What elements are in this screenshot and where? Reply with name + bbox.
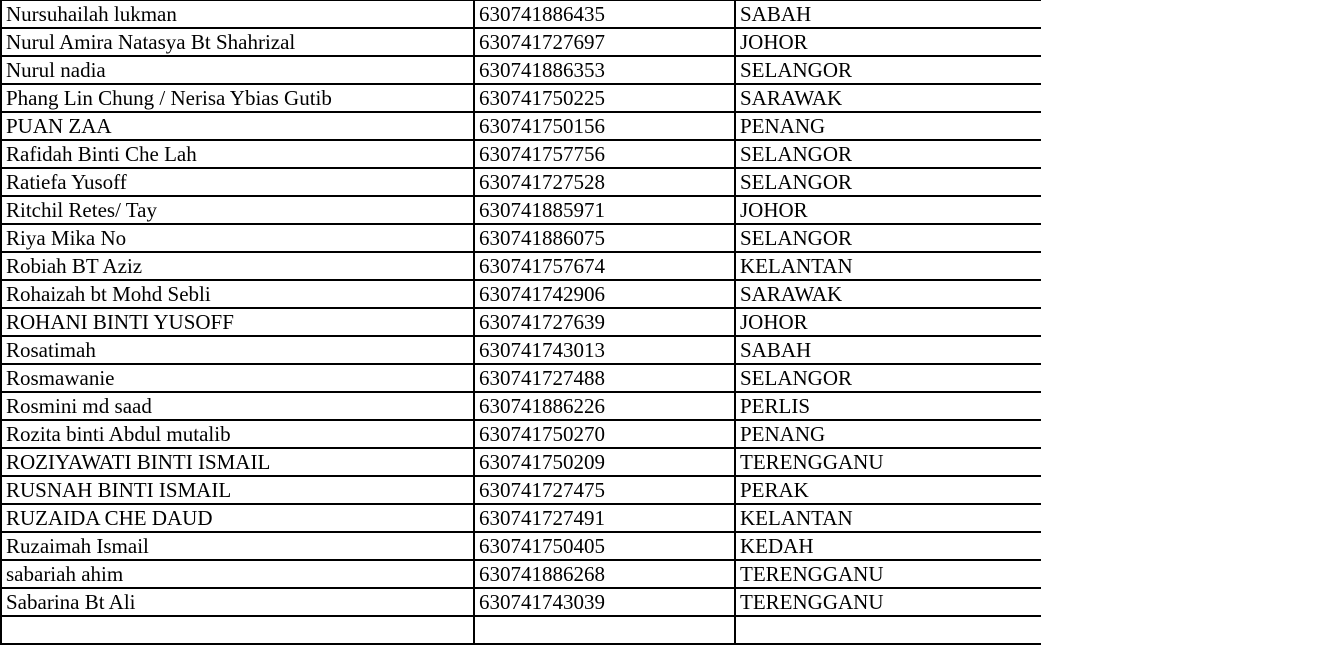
- number-cell[interactable]: 630741727491: [474, 504, 735, 532]
- name-cell[interactable]: Nurul nadia: [1, 56, 474, 84]
- table-row: [1, 252, 1041, 280]
- table-row: [1, 448, 1041, 476]
- number-cell[interactable]: 630741750209: [474, 448, 735, 476]
- name-cell[interactable]: Rosatimah: [1, 336, 474, 364]
- table-row: [1, 84, 1041, 112]
- number-cell[interactable]: 630741727488: [474, 364, 735, 392]
- number-cell[interactable]: 630741750156: [474, 112, 735, 140]
- state-cell[interactable]: JOHOR: [735, 308, 1041, 336]
- state-cell[interactable]: SELANGOR: [735, 140, 1041, 168]
- empty-cell[interactable]: [1, 616, 474, 644]
- name-cell[interactable]: RUSNAH BINTI ISMAIL: [1, 476, 474, 504]
- name-cell[interactable]: Ratiefa Yusoff: [1, 168, 474, 196]
- empty-cell[interactable]: [735, 616, 1041, 644]
- number-cell[interactable]: 630741886226: [474, 392, 735, 420]
- table-row: [1, 308, 1041, 336]
- state-cell[interactable]: SELANGOR: [735, 56, 1041, 84]
- number-cell[interactable]: 630741743013: [474, 336, 735, 364]
- table-row: [1, 0, 1041, 28]
- table-row: [1, 364, 1041, 392]
- table-row: [1, 140, 1041, 168]
- state-cell[interactable]: TERENGGANU: [735, 588, 1041, 616]
- number-cell[interactable]: 630741750270: [474, 420, 735, 448]
- name-cell[interactable]: Rozita binti Abdul mutalib: [1, 420, 474, 448]
- number-cell[interactable]: 630741886075: [474, 224, 735, 252]
- name-cell[interactable]: Rosmawanie: [1, 364, 474, 392]
- number-cell[interactable]: 630741886353: [474, 56, 735, 84]
- name-cell[interactable]: ROZIYAWATI BINTI ISMAIL: [1, 448, 474, 476]
- table-row: [1, 420, 1041, 448]
- number-cell[interactable]: 630741727697: [474, 28, 735, 56]
- table-row: [1, 196, 1041, 224]
- table-row: [1, 112, 1041, 140]
- name-cell[interactable]: Nursuhailah lukman: [1, 0, 474, 28]
- name-cell[interactable]: Rafidah Binti Che Lah: [1, 140, 474, 168]
- table-row: [1, 28, 1041, 56]
- table-row: [1, 392, 1041, 420]
- number-cell[interactable]: 630741743039: [474, 588, 735, 616]
- number-cell[interactable]: 630741727639: [474, 308, 735, 336]
- state-cell[interactable]: SABAH: [735, 0, 1041, 28]
- state-cell[interactable]: SELANGOR: [735, 168, 1041, 196]
- state-cell[interactable]: SARAWAK: [735, 280, 1041, 308]
- table-row: [1, 588, 1041, 616]
- name-cell[interactable]: Sabarina Bt Ali: [1, 588, 474, 616]
- name-cell[interactable]: Robiah BT Aziz: [1, 252, 474, 280]
- number-cell[interactable]: 630741727528: [474, 168, 735, 196]
- state-cell[interactable]: JOHOR: [735, 28, 1041, 56]
- name-cell[interactable]: Nurul Amira Natasya Bt Shahrizal: [1, 28, 474, 56]
- name-cell[interactable]: Phang Lin Chung / Nerisa Ybias Gutib: [1, 84, 474, 112]
- empty-cell[interactable]: [474, 616, 735, 644]
- number-cell[interactable]: 630741886268: [474, 560, 735, 588]
- state-cell[interactable]: KELANTAN: [735, 504, 1041, 532]
- table-row: [1, 224, 1041, 252]
- name-cell[interactable]: ROHANI BINTI YUSOFF: [1, 308, 474, 336]
- table-row: [1, 336, 1041, 364]
- table-row: [1, 280, 1041, 308]
- state-cell[interactable]: SARAWAK: [735, 84, 1041, 112]
- state-cell[interactable]: SABAH: [735, 336, 1041, 364]
- number-cell[interactable]: 630741750225: [474, 84, 735, 112]
- table-row: [1, 560, 1041, 588]
- number-cell[interactable]: 630741757674: [474, 252, 735, 280]
- state-cell[interactable]: TERENGGANU: [735, 448, 1041, 476]
- table-row: [1, 168, 1041, 196]
- state-cell[interactable]: KEDAH: [735, 532, 1041, 560]
- name-cell[interactable]: Ruzaimah Ismail: [1, 532, 474, 560]
- state-cell[interactable]: PENANG: [735, 112, 1041, 140]
- name-cell[interactable]: RUZAIDA CHE DAUD: [1, 504, 474, 532]
- table-row: [1, 504, 1041, 532]
- state-cell[interactable]: SELANGOR: [735, 224, 1041, 252]
- number-cell[interactable]: 630741742906: [474, 280, 735, 308]
- state-cell[interactable]: PERAK: [735, 476, 1041, 504]
- state-cell[interactable]: PENANG: [735, 420, 1041, 448]
- name-cell[interactable]: Riya Mika No: [1, 224, 474, 252]
- table-row: [1, 56, 1041, 84]
- state-cell[interactable]: KELANTAN: [735, 252, 1041, 280]
- table-body: [1, 0, 1041, 644]
- table-row: [1, 532, 1041, 560]
- state-cell[interactable]: TERENGGANU: [735, 560, 1041, 588]
- name-cell[interactable]: sabariah ahim: [1, 560, 474, 588]
- state-cell[interactable]: SELANGOR: [735, 364, 1041, 392]
- state-cell[interactable]: PERLIS: [735, 392, 1041, 420]
- table-row: [1, 476, 1041, 504]
- number-cell[interactable]: 630741886435: [474, 0, 735, 28]
- name-cell[interactable]: Ritchil Retes/ Tay: [1, 196, 474, 224]
- number-cell[interactable]: 630741727475: [474, 476, 735, 504]
- state-cell[interactable]: JOHOR: [735, 196, 1041, 224]
- name-cell[interactable]: PUAN ZAA: [1, 112, 474, 140]
- name-cell[interactable]: Rosmini md saad: [1, 392, 474, 420]
- number-cell[interactable]: 630741757756: [474, 140, 735, 168]
- table-row: [1, 616, 1041, 644]
- number-cell[interactable]: 630741885971: [474, 196, 735, 224]
- number-cell[interactable]: 630741750405: [474, 532, 735, 560]
- name-cell[interactable]: Rohaizah bt Mohd Sebli: [1, 280, 474, 308]
